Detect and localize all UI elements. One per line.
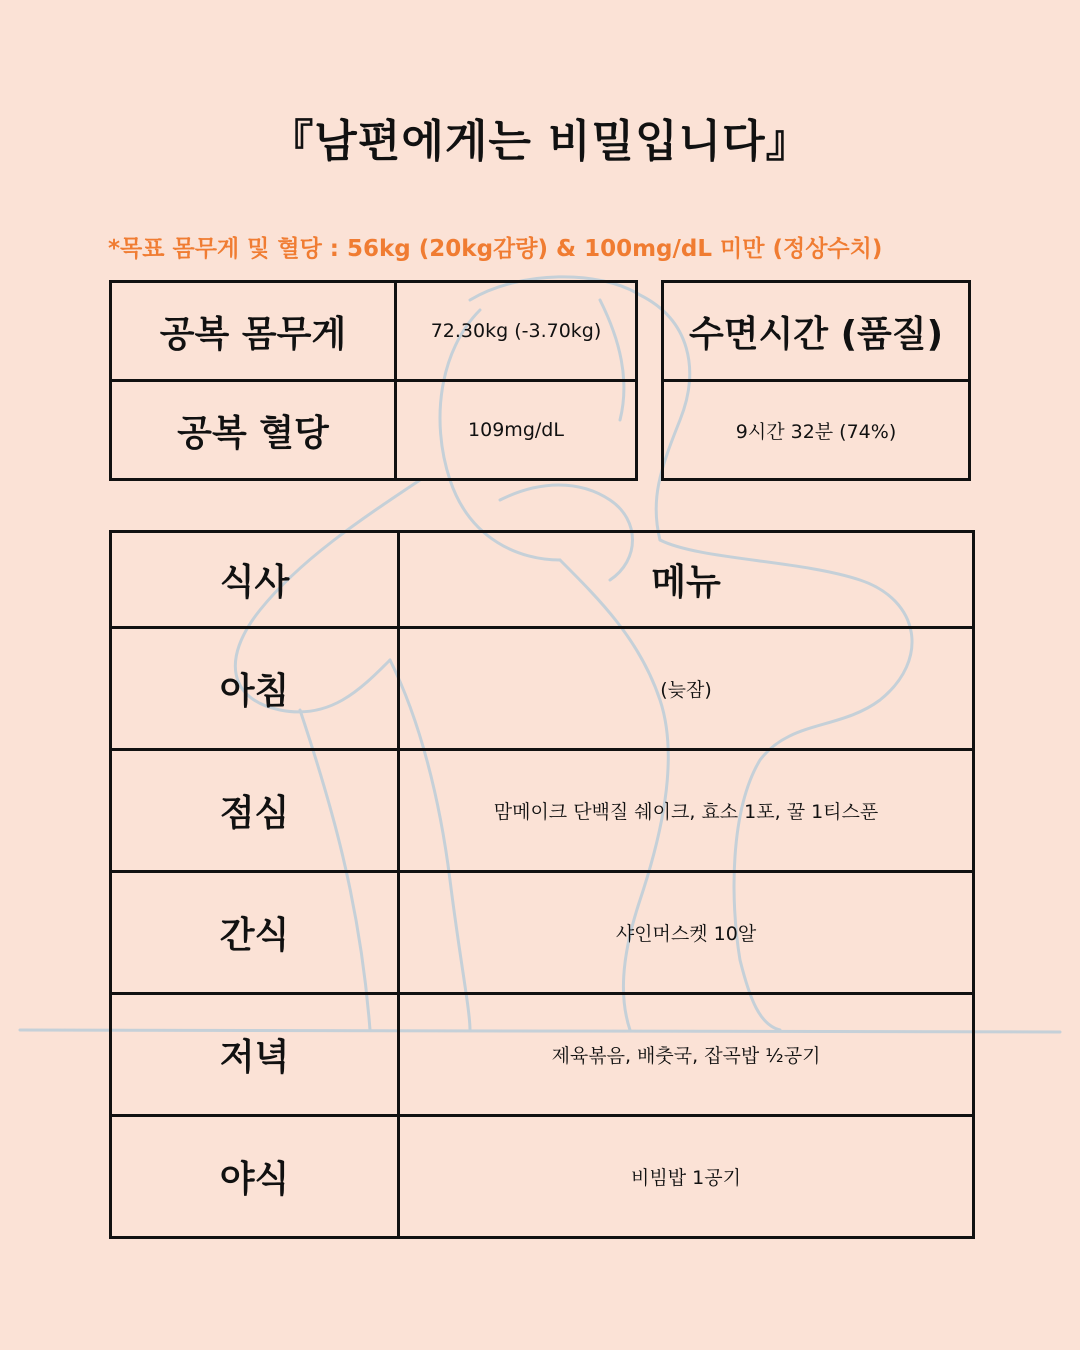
page-title: 『남편에게는 비밀입니다』 [269,116,811,167]
meal-name: 저녁 [111,994,399,1116]
table-row [111,994,974,1116]
table-row [111,750,974,872]
meal-menu: (늦잠) [399,628,974,750]
fasting-glucose-label: 공복 혈당 [111,381,396,480]
menu-column-header: 메뉴 [399,532,974,628]
sleep-label: 수면시간 (품질) [663,282,970,381]
table-row [111,872,974,994]
meal-table [109,530,975,1239]
fasting-glucose-value: 109mg/dL [396,381,637,480]
meal-name: 점심 [111,750,399,872]
meal-menu: 샤인머스켓 10알 [399,872,974,994]
meal-menu: 비빔밥 1공기 [399,1116,974,1238]
sleep-table [661,280,971,481]
table-row [111,1116,974,1238]
table-row [111,628,974,750]
table-row [663,381,970,480]
meal-column-header: 식사 [111,532,399,628]
meal-menu: 제육볶음, 배춧국, 잡곡밥 ½공기 [399,994,974,1116]
table-row [663,282,970,381]
meal-name: 아침 [111,628,399,750]
goal-note: *목표 몸무게 및 혈당 : 56kg (20kg감량) & 100mg/dL 미만 (정상수치) [108,236,883,262]
stats-table [109,280,638,481]
table-row [111,381,637,480]
meal-name: 야식 [111,1116,399,1238]
sleep-value: 9시간 32분 (74%) [663,381,970,480]
fasting-weight-label: 공복 몸무게 [111,282,396,381]
table-row [111,282,637,381]
meal-menu: 맘메이크 단백질 쉐이크, 효소 1포, 꿀 1티스푼 [399,750,974,872]
fasting-weight-value: 72.30kg (-3.70kg) [396,282,637,381]
meal-table-header [111,532,974,628]
meal-name: 간식 [111,872,399,994]
